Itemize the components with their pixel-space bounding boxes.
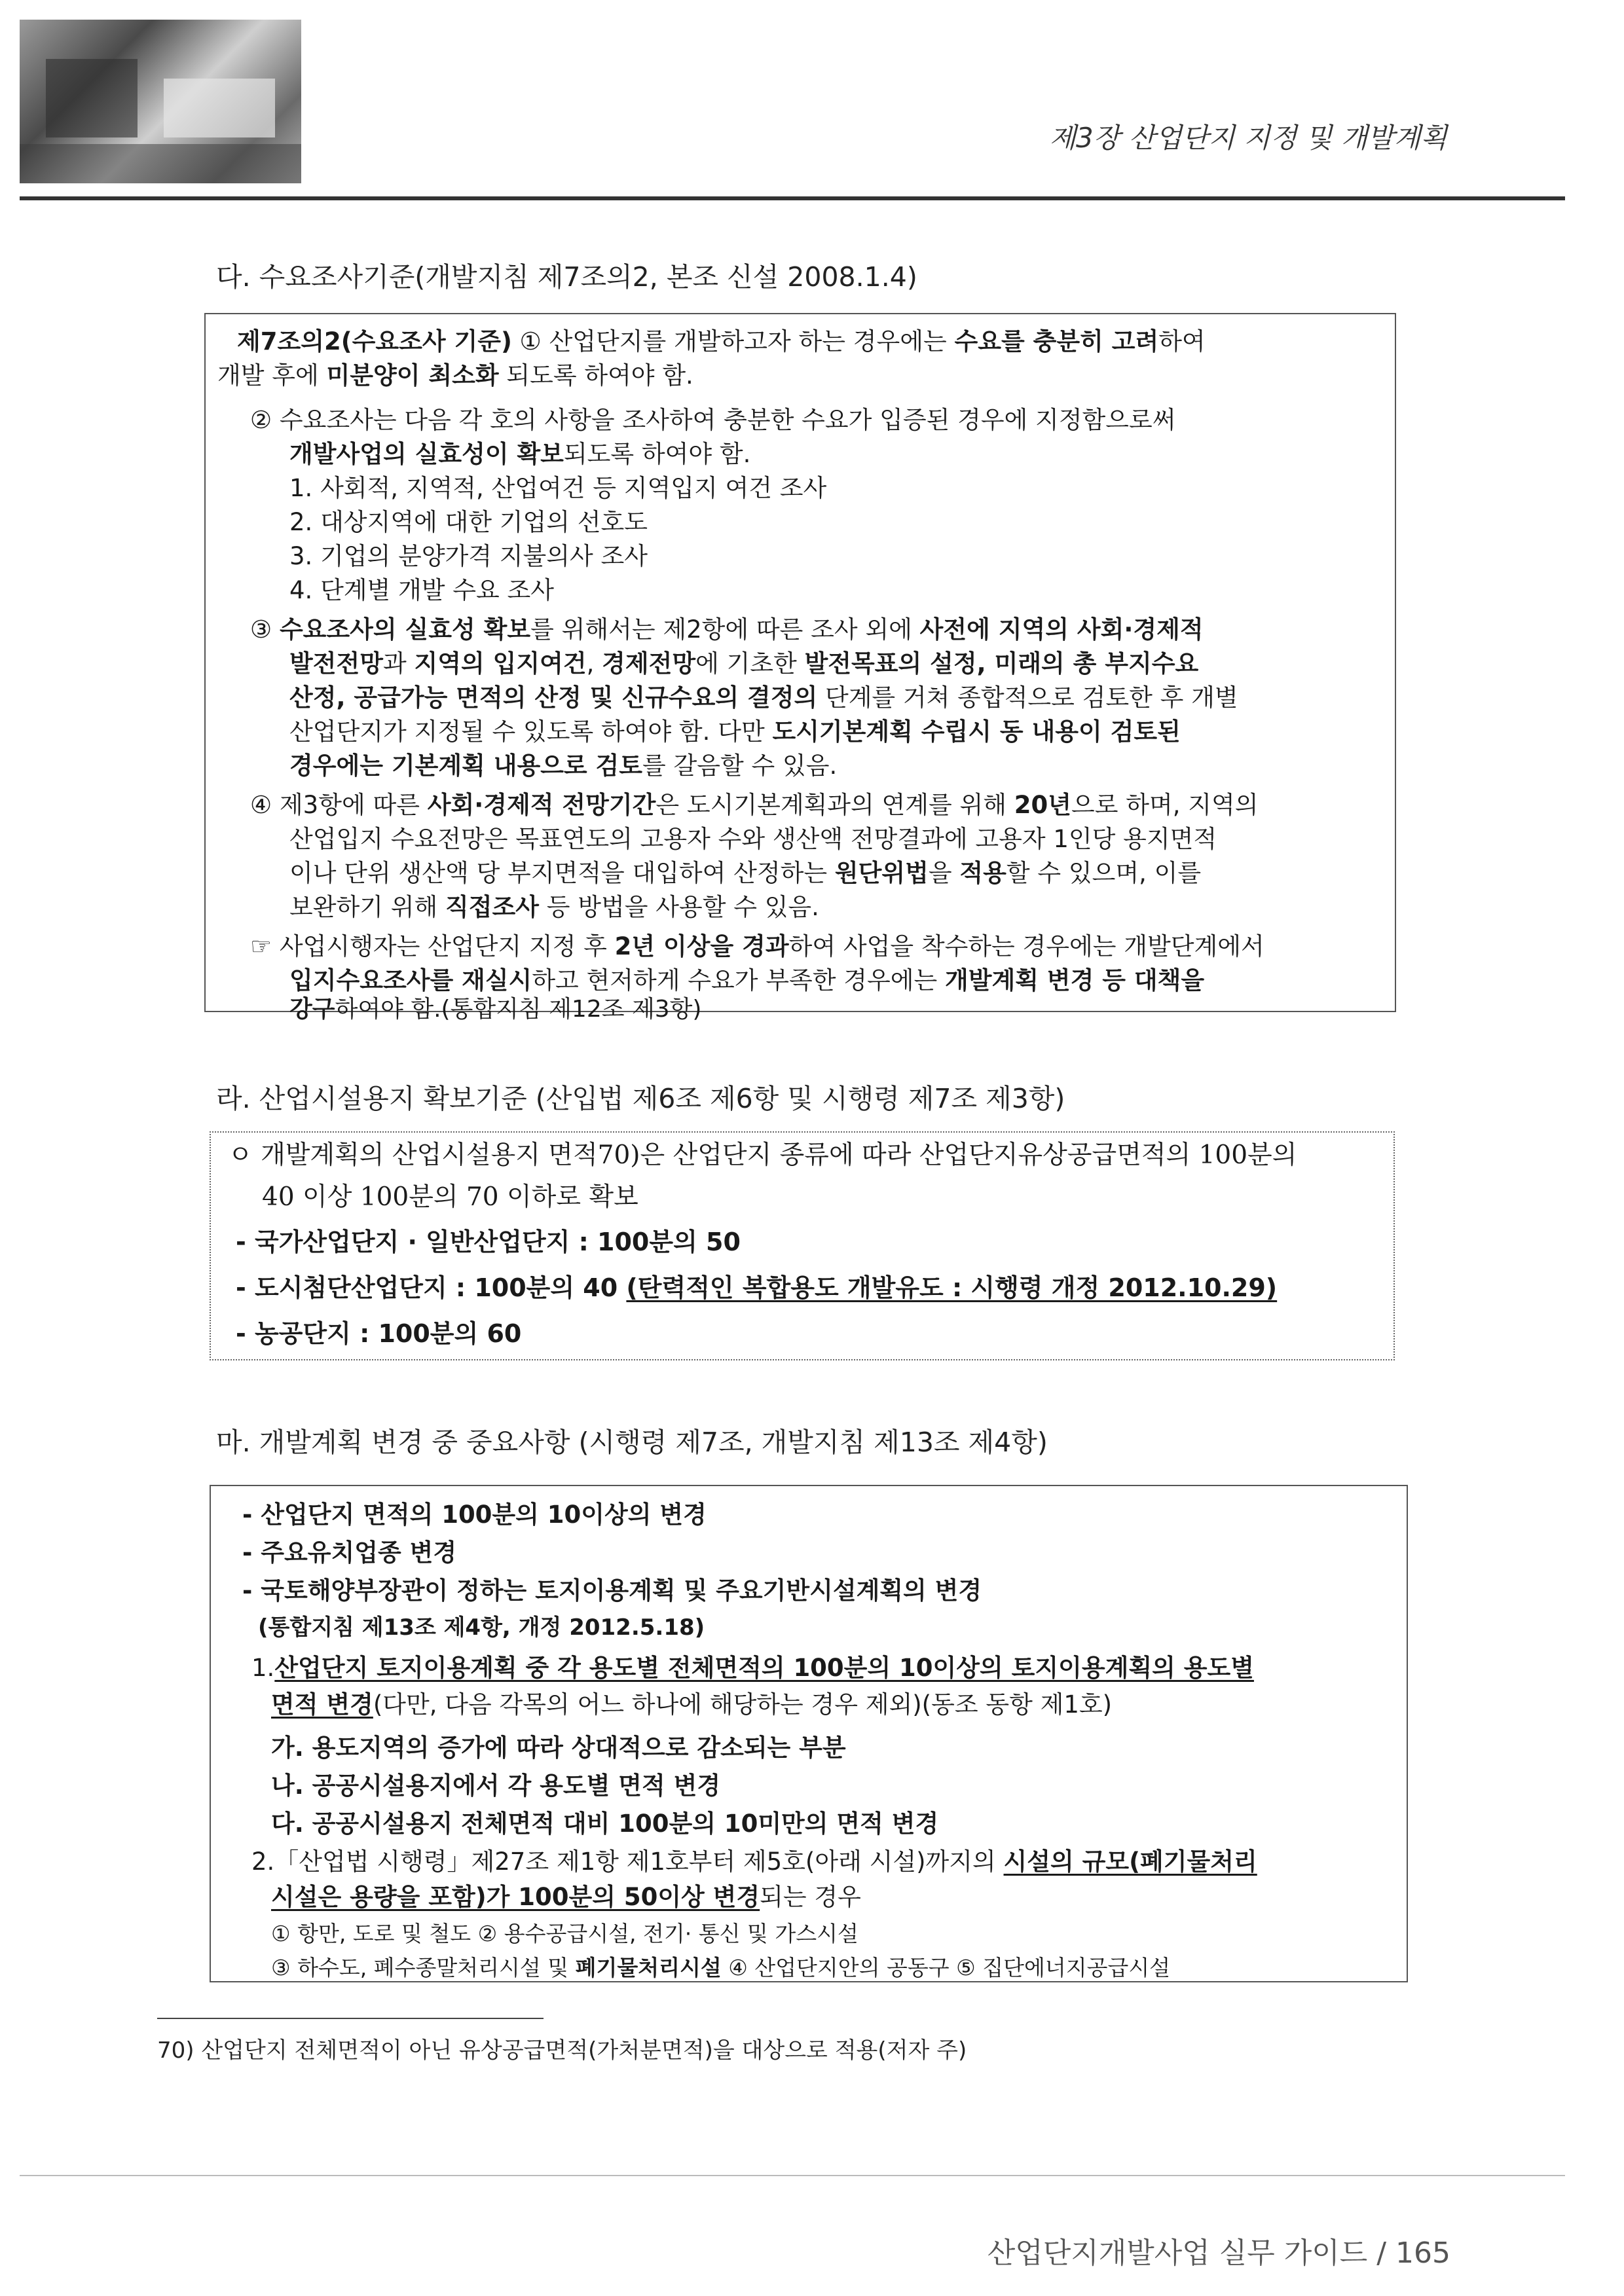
industrial-land-box [210,1131,1395,1360]
box-line: 다. 공공시설용지 전체면적 대비 100분의 10미만의 면적 변경 [271,1810,939,1838]
box-line: ② 수요조사는 다음 각 호의 사항을 조사하여 충분한 수요가 입증된 경우에 지정함으로써 [250,406,1176,434]
box-line: 산업입지 수요전망은 목표연도의 고용자 수와 생산액 전망결과에 고용자 1인당 용지면적 [289,825,1217,853]
box-line: ☞ 사업시행자는 산업단지 지정 후 2년 이상을 경과하여 사업을 착수하는 경우에는 개발단계에서 [250,932,1264,960]
footnote: 70) 산업단지 전체면적이 아닌 유상공급면적(가처분면적)을 대상으로 적용(저자 주) [157,2037,967,2064]
box-line: 가. 용도지역의 증가에 따라 상대적으로 감소되는 부분 [271,1734,846,1762]
box-line: 1. 사회적, 지역적, 산업여건 등 지역입지 여건 조사 [289,474,827,502]
section-title-ra: 라. 산업시설용지 확보기준 (산입법 제6조 제6항 및 시행령 제7조 제3항) [216,1083,1065,1114]
box-line: 이나 단위 생산액 당 부지면적을 대입하여 산정하는 원단위법을 적용할 수 있으며, 이를 [289,859,1202,887]
box-line: - 국가산업단지 · 일반산업단지 : 100분의 50 [236,1228,741,1256]
box-line: ④ 제3항에 따른 사회·경제적 전망기간은 도시기본계획과의 연계를 위해 20년으로 하며, 지역의 [250,791,1259,819]
box-line: (통합지침 제13조 제4항, 개정 2012.5.18) [258,1614,705,1641]
header-photo [20,20,301,183]
box-line: ③ 수요조사의 실효성 확보를 위해서는 제2항에 따른 조사 외에 사전에 지역의 사회·경제적 [250,615,1204,644]
box-line: 보완하기 위해 직접조사 등 방법을 사용할 수 있음. [289,893,819,921]
box-line: 강구하여야 함.(통합지침 제12조 제3항) [289,996,702,1023]
box-line: - 국토해양부장관이 정하는 토지이용계획 및 주요기반시설계획의 변경 [242,1576,982,1605]
box-line: 경우에는 기본계획 내용으로 검토를 갈음할 수 있음. [289,752,838,780]
section-title-ma: 마. 개발계획 변경 중 중요사항 (시행령 제7조, 개발지침 제13조 제4항) [216,1427,1048,1458]
box-line: - 도시첨단산업단지 : 100분의 40 (탄력적인 복합용도 개발유도 : 시행령 개정 2012.10.29) [236,1273,1278,1302]
box-line: 면적 변경(다만, 다음 각목의 어느 하나에 해당하는 경우 제외)(동조 동항 제1호) [271,1690,1113,1719]
box-line: 산업단지가 지정될 수 있도록 하여야 함. 다만 도시기본계획 수립시 동 내용이 검토된 [289,718,1181,746]
box-line: 나. 공공시설용지에서 각 용도별 면적 변경 [271,1772,721,1800]
section-title-da: 다. 수요조사기준(개발지침 제7조의2, 본조 신설 2008.1.4) [216,261,917,293]
box-line: - 주요유치업종 변경 [242,1539,457,1567]
box-line: 1.산업단지 토지이용계획 중 각 용도별 전체면적의 100분의 10이상의 토지이용계획의 용도별 [251,1654,1254,1682]
box-line: ① 항만, 도로 및 철도 ② 용수공급시설, 전기· 통신 및 가스시설 [271,1921,858,1946]
box-line: - 농공단지 : 100분의 60 [236,1319,522,1348]
header-rule [20,196,1565,200]
footnote-rule [157,2018,544,2019]
box-line: 시설은 용량을 포함)가 100분의 50이상 변경되는 경우 [271,1883,861,1911]
box-line: 발전전망과 지역의 입지여건, 경제전망에 기초한 발전목표의 설정, 미래의 총 부지수요 [289,649,1199,678]
bottom-rule [20,2175,1565,2176]
demand-survey-box [204,313,1396,1023]
box-line: 입지수요조사를 재실시하고 현저하게 수요가 부족한 경우에는 개발계획 변경 등 대책을 [289,966,1205,994]
box-line: - 산업단지 면적의 100분의 10이상의 변경 [242,1501,707,1529]
box-line: ㅇ 개발계획의 산업시설용지 면적70)은 산업단지 종류에 따라 산업단지유상공급면적의 100분의 [228,1140,1297,1170]
page-footer: 산업단지개발사업 실무 가이드 / 165 [987,2236,1450,2270]
box-line: 40 이상 100분의 70 이하로 확보 [262,1182,638,1212]
box-line: 2.「산업법 시행령」제27조 제1항 제1호부터 제5호(아래 시설)까지의 시설의 규모(폐기물처리 [251,1848,1257,1876]
box-line: 3. 기업의 분양가격 지불의사 조사 [289,542,648,570]
chapter-title: 제3장 산업단지 지정 및 개발계획 [1049,122,1447,154]
box-line: 개발사업의 실효성이 확보되도록 하여야 함. [289,440,751,468]
box-line: 2. 대상지역에 대한 기업의 선호도 [289,508,648,536]
box-line: 4. 단계별 개발 수요 조사 [289,576,555,604]
box-line: ③ 하수도, 폐수종말처리시설 및 폐기물처리시설 ④ 산업단지안의 공동구 ⑤ 집단에너지공급시설 [271,1955,1171,1980]
box-line: 산정, 공급가능 면적의 산정 및 신규수요의 결정의 단계를 거쳐 종합적으로 검토한 후 개별 [289,683,1238,712]
plan-change-box [210,1485,1408,1982]
box-line: 제7조의2(수요조사 기준) ① 산업단지를 개발하고자 하는 경우에는 수요를 충분히 고려하여 [237,327,1206,355]
box-line: 개발 후에 미분양이 최소화 되도록 하여야 함. [217,361,693,390]
